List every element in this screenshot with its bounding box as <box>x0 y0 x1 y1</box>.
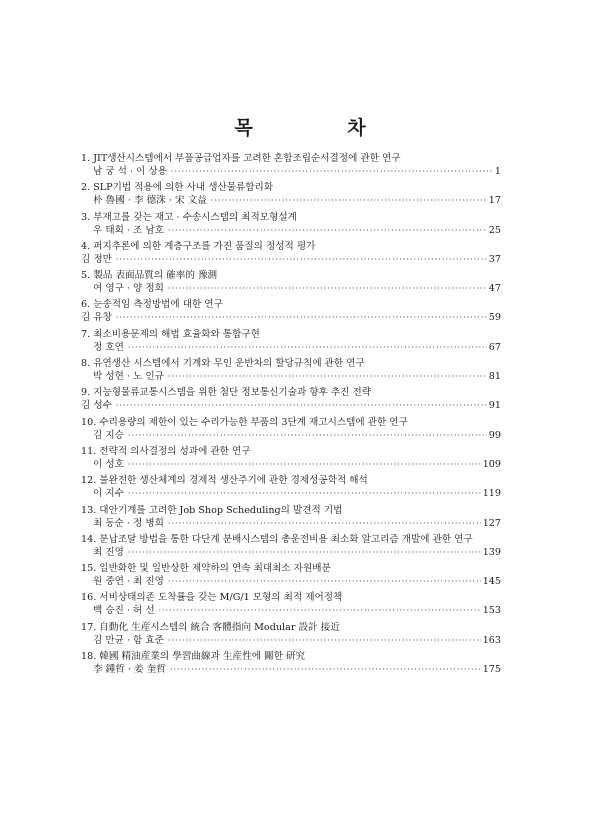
entry-byline <box>81 604 501 617</box>
entry-title: 17. 自動化 生産시스템의 統合 客體指向 Modular 設計 接近 <box>81 621 340 633</box>
entry-byline <box>81 546 501 559</box>
entry-authors: 여 영구 · 양 정희 <box>93 283 164 295</box>
dot-leader <box>168 224 487 237</box>
entry-title: 3. 부재고를 갖는 재고 · 수송시스템의 최적모형설계 <box>81 211 297 223</box>
entry-title: 14. 분납조달 방법을 통한 다단계 분배시스템의 총운전비용 최소화 알고리즘 개발에 관한 연구 <box>81 533 473 545</box>
dot-leader <box>116 399 487 412</box>
toc-entry[interactable] <box>81 269 501 298</box>
entry-page-number: 1 <box>494 166 501 177</box>
entry-title: 10. 수리용량의 제한이 있는 수리가능한 부품의 3단계 재고시스템에 관한 연구 <box>81 416 408 428</box>
entry-title: 12. 불완전한 생산체계의 경제적 생산주기에 관한 경제성공학적 해석 <box>81 475 368 487</box>
entry-authors: 최 동순 · 정 병희 <box>93 517 164 529</box>
entry-authors: 우 태희 · 조 남호 <box>93 224 164 236</box>
entry-title: 11. 전략적 의사결정의 성과에 관한 연구 <box>81 445 251 457</box>
dot-leader <box>128 546 481 559</box>
entry-byline <box>81 399 501 412</box>
dot-leader <box>128 487 481 500</box>
entry-page-number: 67 <box>488 341 501 353</box>
table-of-contents <box>81 152 501 679</box>
dot-leader <box>168 634 481 647</box>
toc-entry[interactable] <box>81 591 501 620</box>
entry-byline <box>81 517 501 530</box>
dot-leader <box>128 429 487 442</box>
entry-title: 9. 지능형물류교통시스템을 위한 첨단 정보통신기술과 향후 추진 전략 <box>81 387 371 399</box>
dot-leader <box>116 253 487 266</box>
page-title: 목 차 <box>234 117 410 139</box>
entry-byline <box>81 634 501 647</box>
entry-byline <box>81 487 501 500</box>
entry-page-number: 47 <box>488 283 501 295</box>
dot-leader <box>211 194 487 207</box>
entry-authors: 김 성수 <box>81 400 112 412</box>
dot-leader <box>168 370 487 383</box>
entry-authors: 남 궁 석 · 이 상용 <box>93 166 167 177</box>
entry-title: 2. SLP기법 적용에 의한 사내 생산물류합리화 <box>81 182 274 194</box>
toc-entry[interactable] <box>81 650 501 679</box>
entry-authors: 이 성호 <box>93 458 124 470</box>
dot-leader <box>168 517 481 530</box>
entry-page-number: 175 <box>482 664 501 676</box>
entry-authors: 김 만균 · 함 효준 <box>93 634 164 646</box>
entry-byline <box>81 429 501 442</box>
entry-page-number: 139 <box>482 546 501 558</box>
toc-entry[interactable] <box>81 621 501 650</box>
entry-authors: 김 지승 <box>93 429 124 441</box>
entry-title: 16. 서비상태의존 도착률을 갖는 M/G/1 모형의 최적 제어정책 <box>81 592 343 604</box>
entry-page-number: 99 <box>488 429 501 441</box>
toc-entry[interactable] <box>81 533 501 562</box>
entry-byline <box>81 194 501 207</box>
entry-authors: 최 진영 <box>93 546 124 558</box>
entry-page-number: 153 <box>482 605 501 617</box>
entry-page-number: 81 <box>488 371 501 383</box>
toc-entry[interactable] <box>81 298 501 327</box>
entry-title: 1. JIT생산시스템에서 부품공급업자를 고려한 혼합조립순서결정에 관한 연구 <box>81 153 401 164</box>
entry-page-number: 145 <box>482 576 501 588</box>
entry-title: 15. 일반화한 및 일반상한 제약하의 연속 최대최소 자원배분 <box>81 563 331 575</box>
toc-entry[interactable] <box>81 562 501 591</box>
toc-entry[interactable] <box>81 445 501 474</box>
entry-page-number: 127 <box>482 517 501 529</box>
dot-leader <box>128 458 481 471</box>
entry-title: 5. 製品 表面品質의 確率的 豫測 <box>81 270 218 282</box>
dot-leader <box>170 663 481 676</box>
entry-byline <box>81 224 501 237</box>
dot-leader <box>116 311 487 324</box>
entry-title: 4. 퍼지추론에 의한 계층구조를 가진 품질의 정성적 평가 <box>81 240 316 252</box>
entry-byline <box>81 282 501 295</box>
entry-title: 18. 韓國 精油産業의 學習曲線과 生産性에 關한 研究 <box>81 651 306 663</box>
toc-entry[interactable] <box>81 240 501 269</box>
entry-authors: 김 유창 <box>81 312 112 324</box>
entry-title: 8. 유연생산 시스템에서 기계와 무인 운반차의 할당규칙에 관한 연구 <box>81 358 365 370</box>
entry-authors: 백 승진 · 허 선 <box>93 605 155 617</box>
toc-entry[interactable] <box>81 328 501 357</box>
entry-byline <box>81 253 501 266</box>
dot-leader <box>168 575 481 588</box>
entry-page-number: 59 <box>488 312 501 324</box>
toc-entry[interactable] <box>81 386 501 415</box>
entry-title: 6. 눈송적임 측정방법에 대한 연구 <box>81 299 223 311</box>
toc-entry[interactable] <box>81 416 501 445</box>
entry-authors: 김 정만 <box>81 253 112 265</box>
dot-leader <box>171 165 493 178</box>
toc-entry[interactable] <box>81 474 501 503</box>
toc-entry[interactable] <box>81 504 501 533</box>
dot-leader <box>168 282 487 295</box>
entry-page-number: 109 <box>482 458 501 470</box>
entry-page-number: 119 <box>482 488 501 500</box>
entry-authors: 정 호연 <box>93 341 124 353</box>
entry-authors: 李 鍾哲 · 姜 奎哲 <box>93 664 166 676</box>
entry-title: 13. 대안기계를 고려한 Job Shop Scheduling의 발견적 기법 <box>81 504 343 516</box>
entry-authors: 박 성현 · 노 인규 <box>93 371 164 383</box>
entry-byline <box>81 370 501 383</box>
entry-byline <box>81 341 501 354</box>
entry-byline <box>81 575 501 588</box>
entry-page-number: 37 <box>488 253 501 265</box>
entry-page-number: 91 <box>488 400 501 412</box>
toc-entry[interactable] <box>81 211 501 240</box>
entry-page-number: 17 <box>488 195 501 207</box>
entry-page-number: 163 <box>482 634 501 646</box>
toc-entry[interactable] <box>81 357 501 386</box>
toc-entry[interactable] <box>81 181 501 210</box>
entry-byline <box>81 311 501 324</box>
entry-byline <box>81 458 501 471</box>
entry-title: 7. 최소비용문제의 해법 효율화와 통합구현 <box>81 328 260 340</box>
dot-leader <box>159 604 481 617</box>
entry-authors: 朴 魯國 · 李 德洙 · 宋 文益 <box>93 195 207 207</box>
toc-entry[interactable] <box>81 152 501 181</box>
entry-authors: 이 지수 <box>93 488 124 500</box>
entry-byline <box>81 663 501 676</box>
dot-leader <box>128 341 487 354</box>
entry-byline <box>81 165 501 178</box>
entry-page-number: 25 <box>488 224 501 236</box>
entry-authors: 원 중연 · 최 진영 <box>93 576 164 588</box>
